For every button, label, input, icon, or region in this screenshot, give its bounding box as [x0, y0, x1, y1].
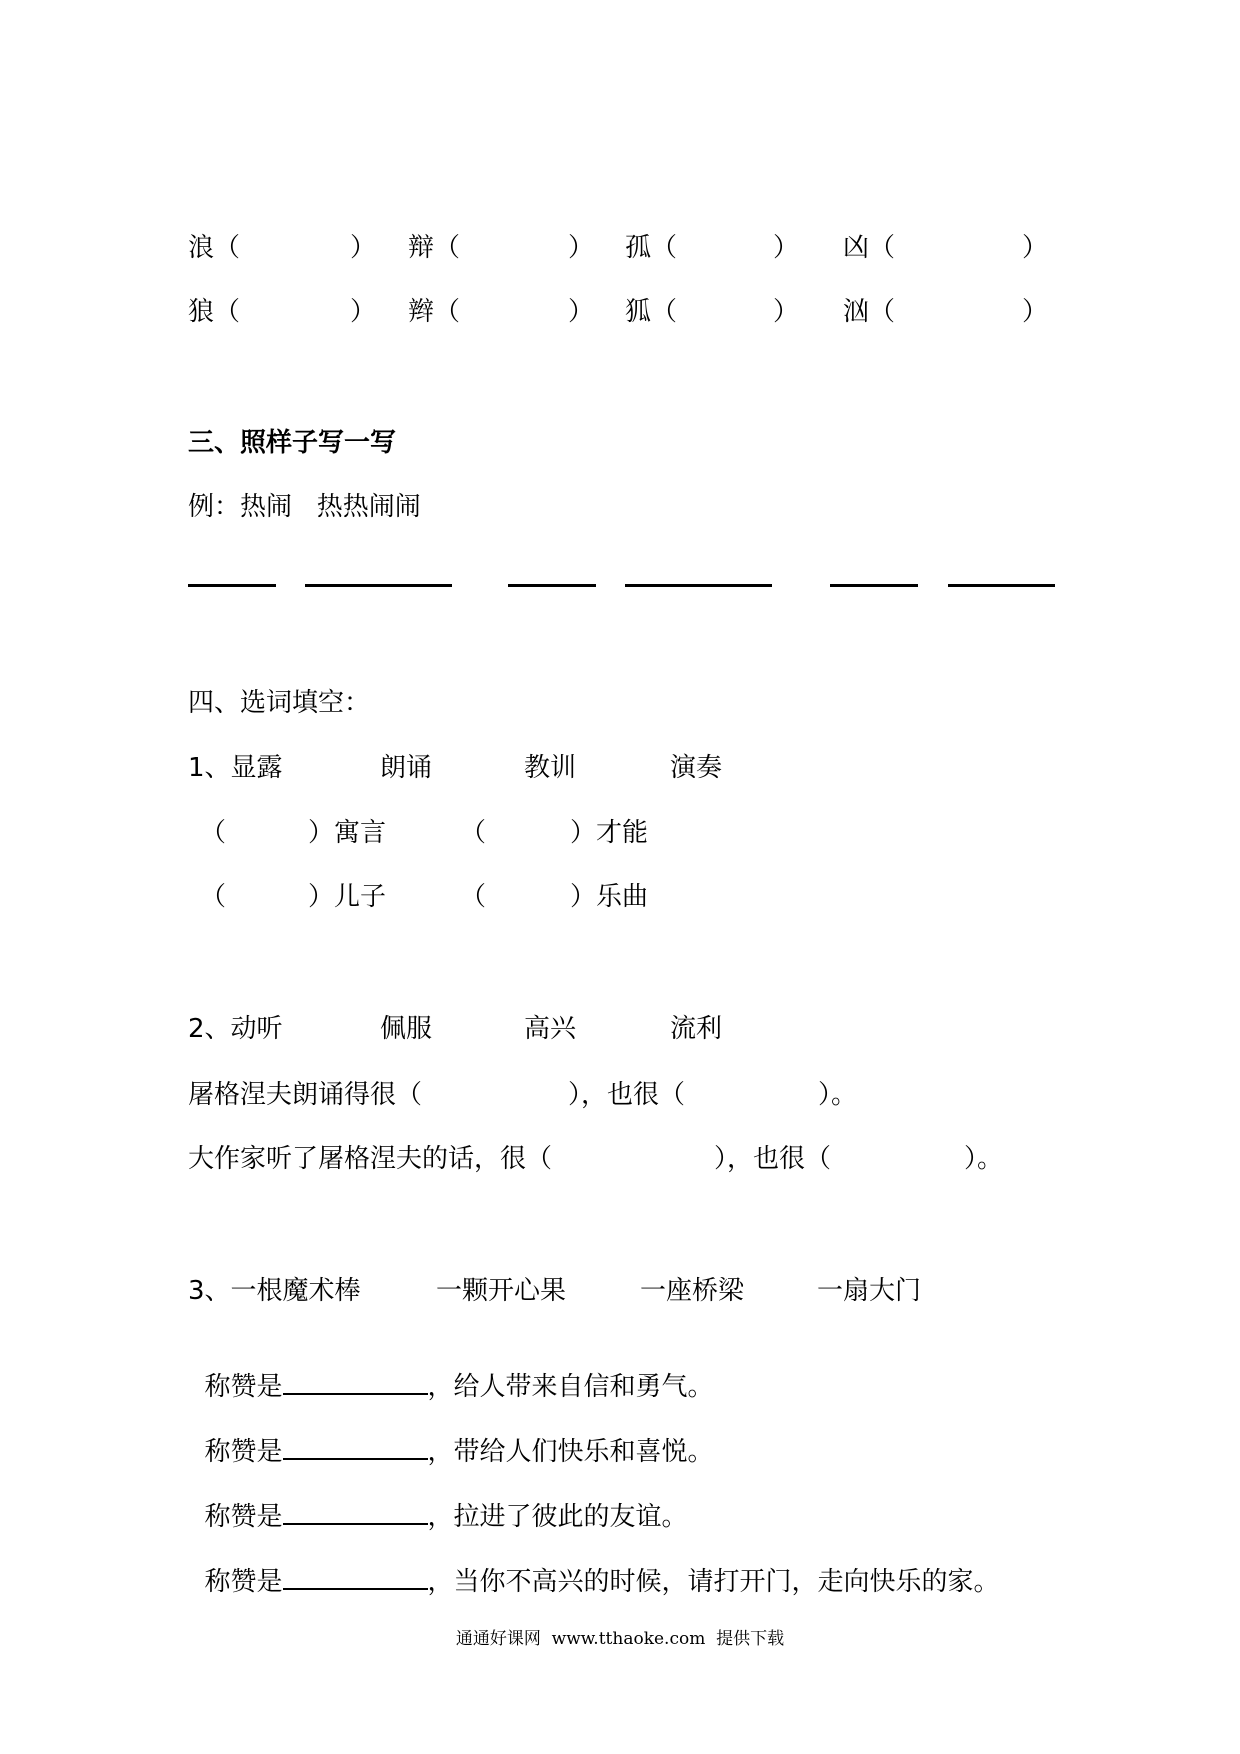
sentence-suffix: ，当你不高兴的时候，请打开门，走向快乐的家。	[427, 1567, 1000, 1597]
word-option: 3、一根魔术棒	[188, 1276, 361, 1306]
blank-open: （	[460, 882, 487, 912]
fill-blank[interactable]	[283, 1564, 428, 1590]
char-open: 浪（	[188, 233, 241, 263]
word-option: 朗诵	[380, 753, 433, 783]
blank-close-text: ）才能	[570, 818, 649, 848]
char-close: ）	[1022, 233, 1049, 263]
blank-open: （	[200, 882, 227, 912]
char-open: 辩（	[408, 233, 461, 263]
fill-blank[interactable]	[283, 1434, 428, 1460]
answer-line[interactable]	[305, 584, 452, 587]
sentence-suffix: ，带给人们快乐和喜悦。	[427, 1437, 714, 1467]
char-open: 汹（	[843, 297, 896, 327]
sentence-part: 屠格涅夫朗诵得很（	[188, 1080, 423, 1110]
sentence-part: 大作家听了屠格涅夫的话，很（	[188, 1144, 553, 1174]
answer-line[interactable]	[508, 584, 596, 587]
sentence-suffix: ，给人带来自信和勇气。	[427, 1372, 714, 1402]
sentence-part: ）。	[818, 1080, 858, 1110]
word-option: 佩服	[380, 1014, 433, 1044]
q3-sentence	[188, 1343, 714, 1400]
q3-sentence	[188, 1538, 1000, 1595]
char-close: ）	[568, 233, 595, 263]
section-4-title: 四、选词填空：	[188, 688, 371, 718]
char-open: 孤（	[625, 233, 678, 263]
word-option: 2、动听	[188, 1014, 283, 1044]
char-open: 凶（	[843, 233, 896, 263]
word-option: 流利	[670, 1014, 723, 1044]
fill-blank[interactable]	[283, 1499, 428, 1525]
sentence-prefix: 称赞是	[204, 1372, 283, 1402]
sentence-prefix: 称赞是	[204, 1502, 283, 1532]
page-footer: 通通好课网 www.tthaoke.com 提供下载	[455, 1629, 785, 1649]
sentence-part: ）。	[964, 1144, 1004, 1174]
sentence-prefix: 称赞是	[204, 1437, 283, 1467]
word-option: 教训	[524, 753, 577, 783]
blank-open: （	[460, 818, 487, 848]
answer-line[interactable]	[948, 584, 1055, 587]
char-close: ）	[773, 233, 800, 263]
char-close: ）	[568, 297, 595, 327]
word-option: 高兴	[524, 1014, 577, 1044]
sentence-part: ），也很（	[714, 1144, 832, 1174]
sentence-suffix: ，拉进了彼此的友谊。	[427, 1502, 688, 1532]
char-open: 狐（	[625, 297, 678, 327]
section-3-title: 三、照样子写一写	[188, 428, 397, 458]
answer-line[interactable]	[188, 584, 276, 587]
blank-close-text: ）寓言	[308, 818, 387, 848]
word-option: 一扇大门	[817, 1276, 922, 1306]
sentence-prefix: 称赞是	[204, 1567, 283, 1597]
q3-sentence	[188, 1473, 688, 1530]
char-close: ）	[350, 233, 377, 263]
section-3-example: 例：热闹 热热闹闹	[188, 492, 421, 522]
word-option: 演奏	[670, 753, 723, 783]
q3-sentence	[188, 1408, 714, 1465]
char-close: ）	[1022, 297, 1049, 327]
word-option: 一座桥梁	[640, 1276, 745, 1306]
sentence-part: ），也很（	[568, 1080, 686, 1110]
blank-close-text: ）儿子	[308, 882, 387, 912]
answer-line[interactable]	[625, 584, 772, 587]
word-option: 1、显露	[188, 753, 283, 783]
answer-line[interactable]	[830, 584, 918, 587]
char-open: 辫（	[408, 297, 461, 327]
blank-close-text: ）乐曲	[570, 882, 649, 912]
char-close: ）	[350, 297, 377, 327]
char-close: ）	[773, 297, 800, 327]
blank-open: （	[200, 818, 227, 848]
word-option: 一颗开心果	[436, 1276, 567, 1306]
char-open: 狼（	[188, 297, 241, 327]
fill-blank[interactable]	[283, 1369, 428, 1395]
